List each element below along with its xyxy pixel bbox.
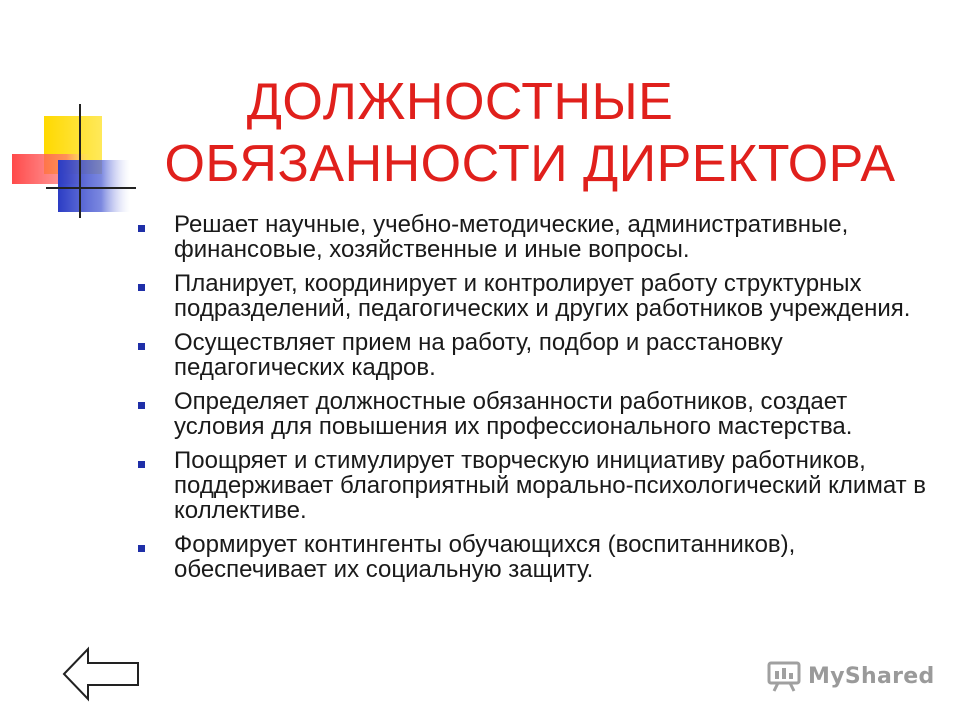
watermark	[766, 656, 936, 696]
bullet-text: Осуществляет прием на работу, подбор и расстановку педагогических кадров.	[174, 329, 783, 381]
presentation-board-icon	[766, 658, 802, 694]
bullet-square-icon	[138, 343, 145, 350]
bullet-item	[132, 271, 932, 321]
bullet-item	[132, 212, 932, 262]
bullet-square-icon	[138, 402, 145, 409]
bullet-square-icon	[138, 284, 145, 291]
bullet-square-icon	[138, 225, 145, 232]
bullet-text: Поощряет и стимулирует творческую инициативу работников, поддерживает благоприятный морально-психологический климат в коллективе.	[174, 447, 927, 524]
bullet-text: Формирует контингенты обучающихся (воспитанников), обеспечивает их социальную защиту.	[174, 531, 796, 583]
title-line-1: ДОЛЖНОСТНЫЕ	[246, 72, 674, 131]
bullet-item	[132, 448, 932, 523]
bullet-text: Планирует, координирует и контролирует работу структурных подразделений, педагогических и других работников учреждения.	[174, 270, 911, 322]
arrow-left-icon[interactable]	[62, 646, 142, 702]
title-line-2: ОБЯЗАННОСТИ ДИРЕКТОРА	[164, 134, 896, 193]
bullet-list	[132, 212, 932, 582]
bullet-text: Определяет должностные обязанности работников, создает условия для повышения их профессионального мастерства.	[174, 388, 853, 440]
bullet-item	[132, 532, 932, 582]
bullet-item	[132, 330, 932, 380]
slide-title	[130, 71, 930, 195]
bullet-square-icon	[138, 545, 145, 552]
watermark-logo-text: MyShared	[808, 663, 935, 689]
bullet-text: Решает научные, учебно-методические, административные, финансовые, хозяйственные и иные вопросы.	[174, 211, 849, 263]
slide-content	[132, 212, 932, 591]
decor-blue-square	[58, 160, 130, 212]
bullet-item	[132, 389, 932, 439]
bullet-square-icon	[138, 461, 145, 468]
